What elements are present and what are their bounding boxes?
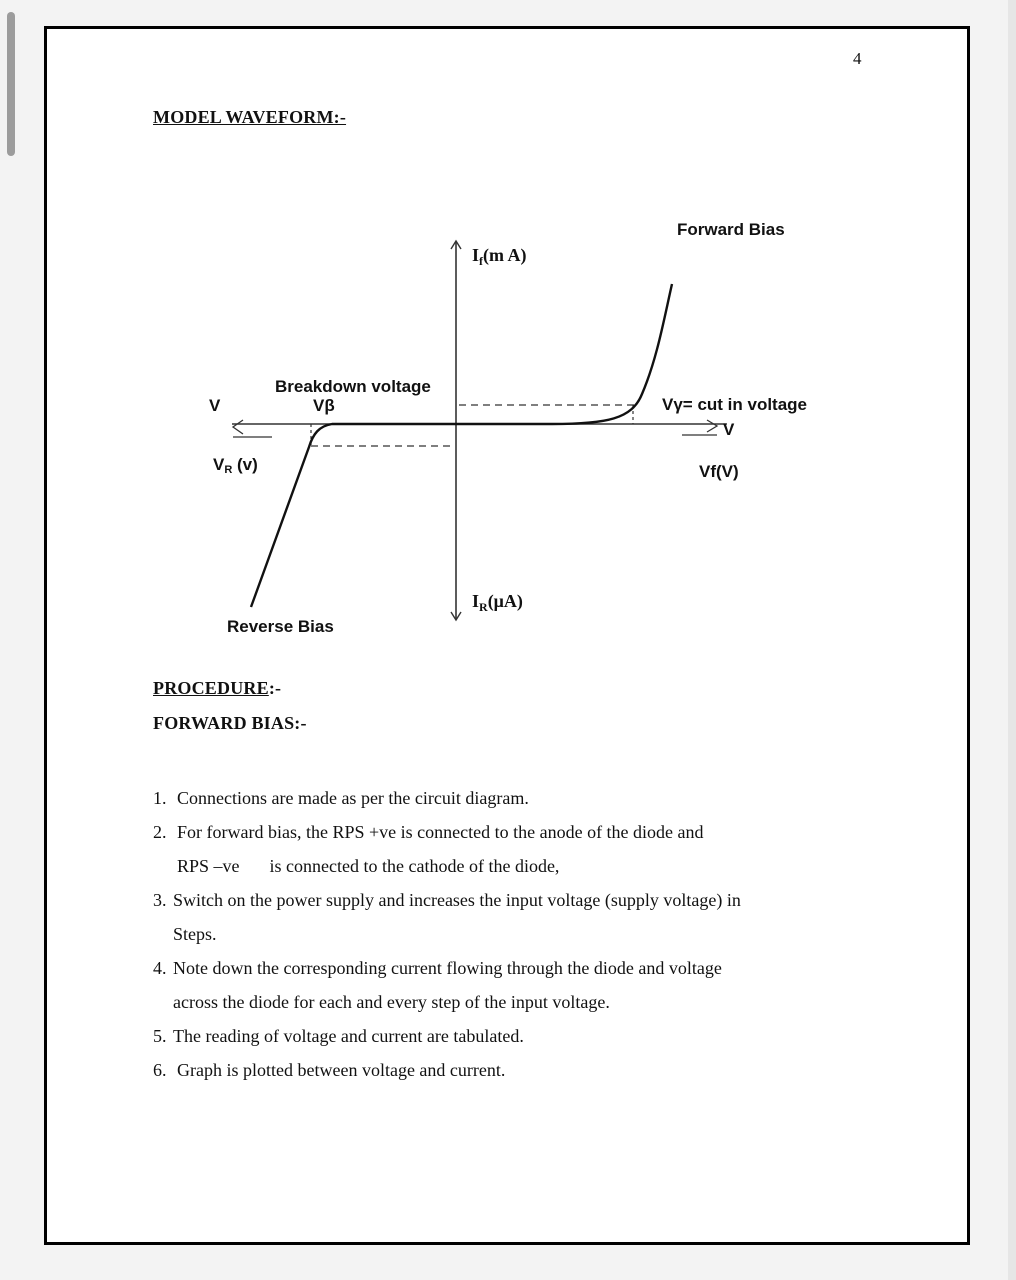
model-waveform-heading: MODEL WAVEFORM:- — [153, 107, 347, 127]
list-item: 3. Switch on the power supply and increases the input voltage (supply voltage) in — [153, 890, 741, 910]
v-beta-label: Vβ — [313, 396, 335, 415]
list-item: 4. Note down the corresponding current flowing through the diode and voltage — [153, 958, 722, 978]
reverse-current-axis-label: $I_R(\mu A)$ — [472, 591, 523, 614]
reverse-bias-label: Reverse Bias — [227, 617, 334, 636]
forward-voltage-label: Vf(V) — [699, 462, 739, 481]
document-page — [44, 26, 970, 1245]
list-item: 6. Graph is plotted between voltage and current. — [153, 1060, 506, 1080]
procedure-steps — [153, 781, 833, 1087]
list-item: 1. Connections are made as per the circuit diagram. — [153, 788, 529, 808]
list-item: 5. The reading of voltage and current are tabulated. — [153, 1026, 524, 1046]
forward-voltage-axis-v-label: V — [723, 420, 735, 439]
window-edge — [1008, 0, 1016, 1280]
page-number: 4 — [853, 49, 862, 68]
voltage-axis-right-arrow — [707, 420, 717, 432]
reverse-bias-curve — [251, 424, 456, 607]
list-item-continuation: Steps. — [173, 924, 217, 944]
list-item-continuation: across the diode for each and every step of the input voltage. — [173, 992, 610, 1012]
list-item: 2. For forward bias, the RPS +ve is connected to the anode of the diode and — [153, 822, 704, 842]
reverse-voltage-label: VR (v) — [213, 455, 258, 476]
diode-vi-characteristic-diagram — [47, 29, 967, 649]
reverse-voltage-axis-v-label: V — [209, 396, 221, 415]
scrollbar[interactable] — [7, 12, 15, 156]
forward-current-axis-label: $I_f(m$ A) — [472, 245, 527, 268]
voltage-axis-left-arrow — [233, 420, 243, 434]
procedure-heading: PROCEDURE:- — [153, 678, 282, 698]
breakdown-voltage-label: Breakdown voltage — [275, 377, 431, 396]
forward-bias-label: Forward Bias — [677, 220, 785, 239]
list-item-continuation: RPS –ve is connected to the cathode of the diode, — [177, 856, 560, 876]
forward-bias-curve — [456, 284, 672, 424]
forward-bias-heading: FORWARD BIAS:- — [153, 713, 307, 733]
cut-in-voltage-label: Vγ= cut in voltage — [662, 395, 808, 414]
